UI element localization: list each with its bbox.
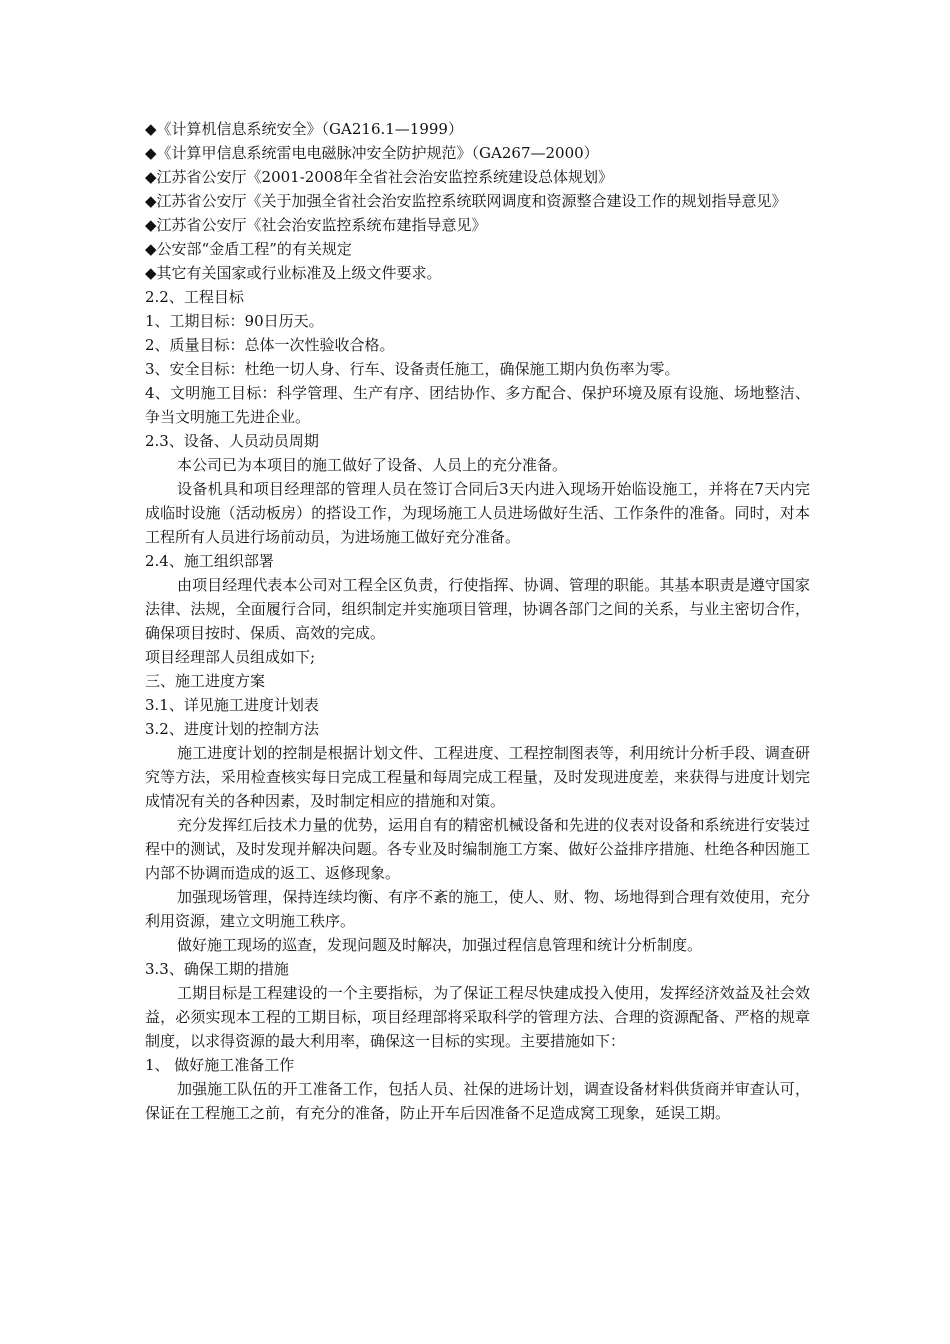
section-heading: 3.1、详见施工进度计划表 — [145, 696, 319, 714]
section-heading: 3.3、确保工期的措施 — [145, 960, 289, 978]
text-line: 3、安全目标：杜绝一切人身、行车、设备责任施工，确保施工期内负伤率为零。 — [145, 360, 680, 378]
paragraph: 施工进度计划的控制是根据计划文件、工程进度、工程控制图表等，利用统计分析手段、调查研究等方法，采用检查核实每日完成工程量和每周完成工程量，及时发现进度差，来获得与进度计划完成情况有关的各种因素，及时制定相应的措施和对策。 — [145, 744, 810, 810]
paragraph: 本公司已为本项目的施工做好了设备、人员上的充分准备。 — [177, 456, 568, 474]
text-line: ◆其它有关国家或行业标准及上级文件要求。 — [145, 264, 442, 282]
text-line: ◆《计算甲信息系统雷电电磁脉冲安全防护规范》（GA267—2000） — [145, 144, 599, 162]
text-line: ◆江苏省公安厅《社会治安监控系统布建指导意见》 — [145, 216, 487, 234]
paragraph: 加强施工队伍的开工准备工作，包括人员、社保的进场计划，调查设备材料供货商并审查认可，保证在工程施工之前，有充分的准备，防止开车后因准备不足造成窝工现象，延误工期。 — [145, 1080, 810, 1122]
chapter-heading: 三、施工进度方案 — [145, 672, 266, 690]
text-line: 2、质量目标：总体一次性验收合格。 — [145, 336, 395, 354]
paragraph: 由项目经理代表本公司对工程全区负责，行使指挥、协调、管理的职能。其基本职责是遵守国家法律、法规，全面履行合同，组织制定并实施项目管理，协调各部门之间的关系，与业主密切合作，确保项目按时、保质、高效的完成。 — [145, 576, 810, 642]
paragraph: 充分发挥红后技术力量的优势，运用自有的精密机械设备和先进的仪表对设备和系统进行安装过程中的测试，及时发现并解决问题。各专业及时编制施工方案、做好公益排序措施、杜绝各种因施工内部不协调而造成的返工、返修现象。 — [145, 816, 810, 882]
text-line: 1、工期目标：90日历天。 — [145, 312, 324, 330]
section-heading: 3.2、进度计划的控制方法 — [145, 720, 319, 738]
text-line: ◆江苏省公安厅《关于加强全省社会治安监控系统联网调度和资源整合建设工作的规划指导意见》 — [145, 192, 787, 210]
text-line: ◆公安部“金盾工程”的有关规定 — [145, 240, 352, 258]
text-line: ◆江苏省公安厅《2001-2008年全省社会治安监控系统建设总体规划》 — [145, 168, 613, 186]
section-heading: 2.2、工程目标 — [145, 288, 244, 306]
document-body — [145, 117, 810, 1125]
text-line: 4、文明施工目标：科学管理、生产有序、团结协作、多方配合、保护环境及原有设施、场地整洁、争当文明施工先进企业。 — [145, 384, 810, 426]
text-line: 1、 做好施工准备工作 — [145, 1056, 295, 1074]
text-line: 项目经理部人员组成如下; — [145, 648, 316, 666]
paragraph: 设备机具和项目经理部的管理人员在签订合同后3天内进入现场开始临设施工，并将在7天内完成临时设施（活动板房）的搭设工作，为现场施工人员进场做好生活、工作条件的准备。同时，对本工程所有人员进行场前动员，为进场施工做好充分准备。 — [145, 480, 810, 546]
section-heading: 2.4、施工组织部署 — [145, 552, 274, 570]
paragraph: 加强现场管理，保持连续均衡、有序不紊的施工，使人、财、物、场地得到合理有效使用，充分利用资源，建立文明施工秩序。 — [145, 888, 810, 930]
paragraph: 做好施工现场的巡查，发现问题及时解决，加强过程信息管理和统计分析制度。 — [177, 936, 703, 954]
text-line: ◆《计算机信息系统安全》（GA216.1—1999） — [145, 120, 463, 138]
paragraph: 工期目标是工程建设的一个主要指标，为了保证工程尽快建成投入使用，发挥经济效益及社会效益，必须实现本工程的工期目标，项目经理部将采取科学的管理方法、合理的资源配备、严格的规章制度，以求得资源的最大利用率，确保这一目标的实现。主要措施如下： — [145, 984, 810, 1050]
section-heading: 2.3、设备、人员动员周期 — [145, 432, 319, 450]
